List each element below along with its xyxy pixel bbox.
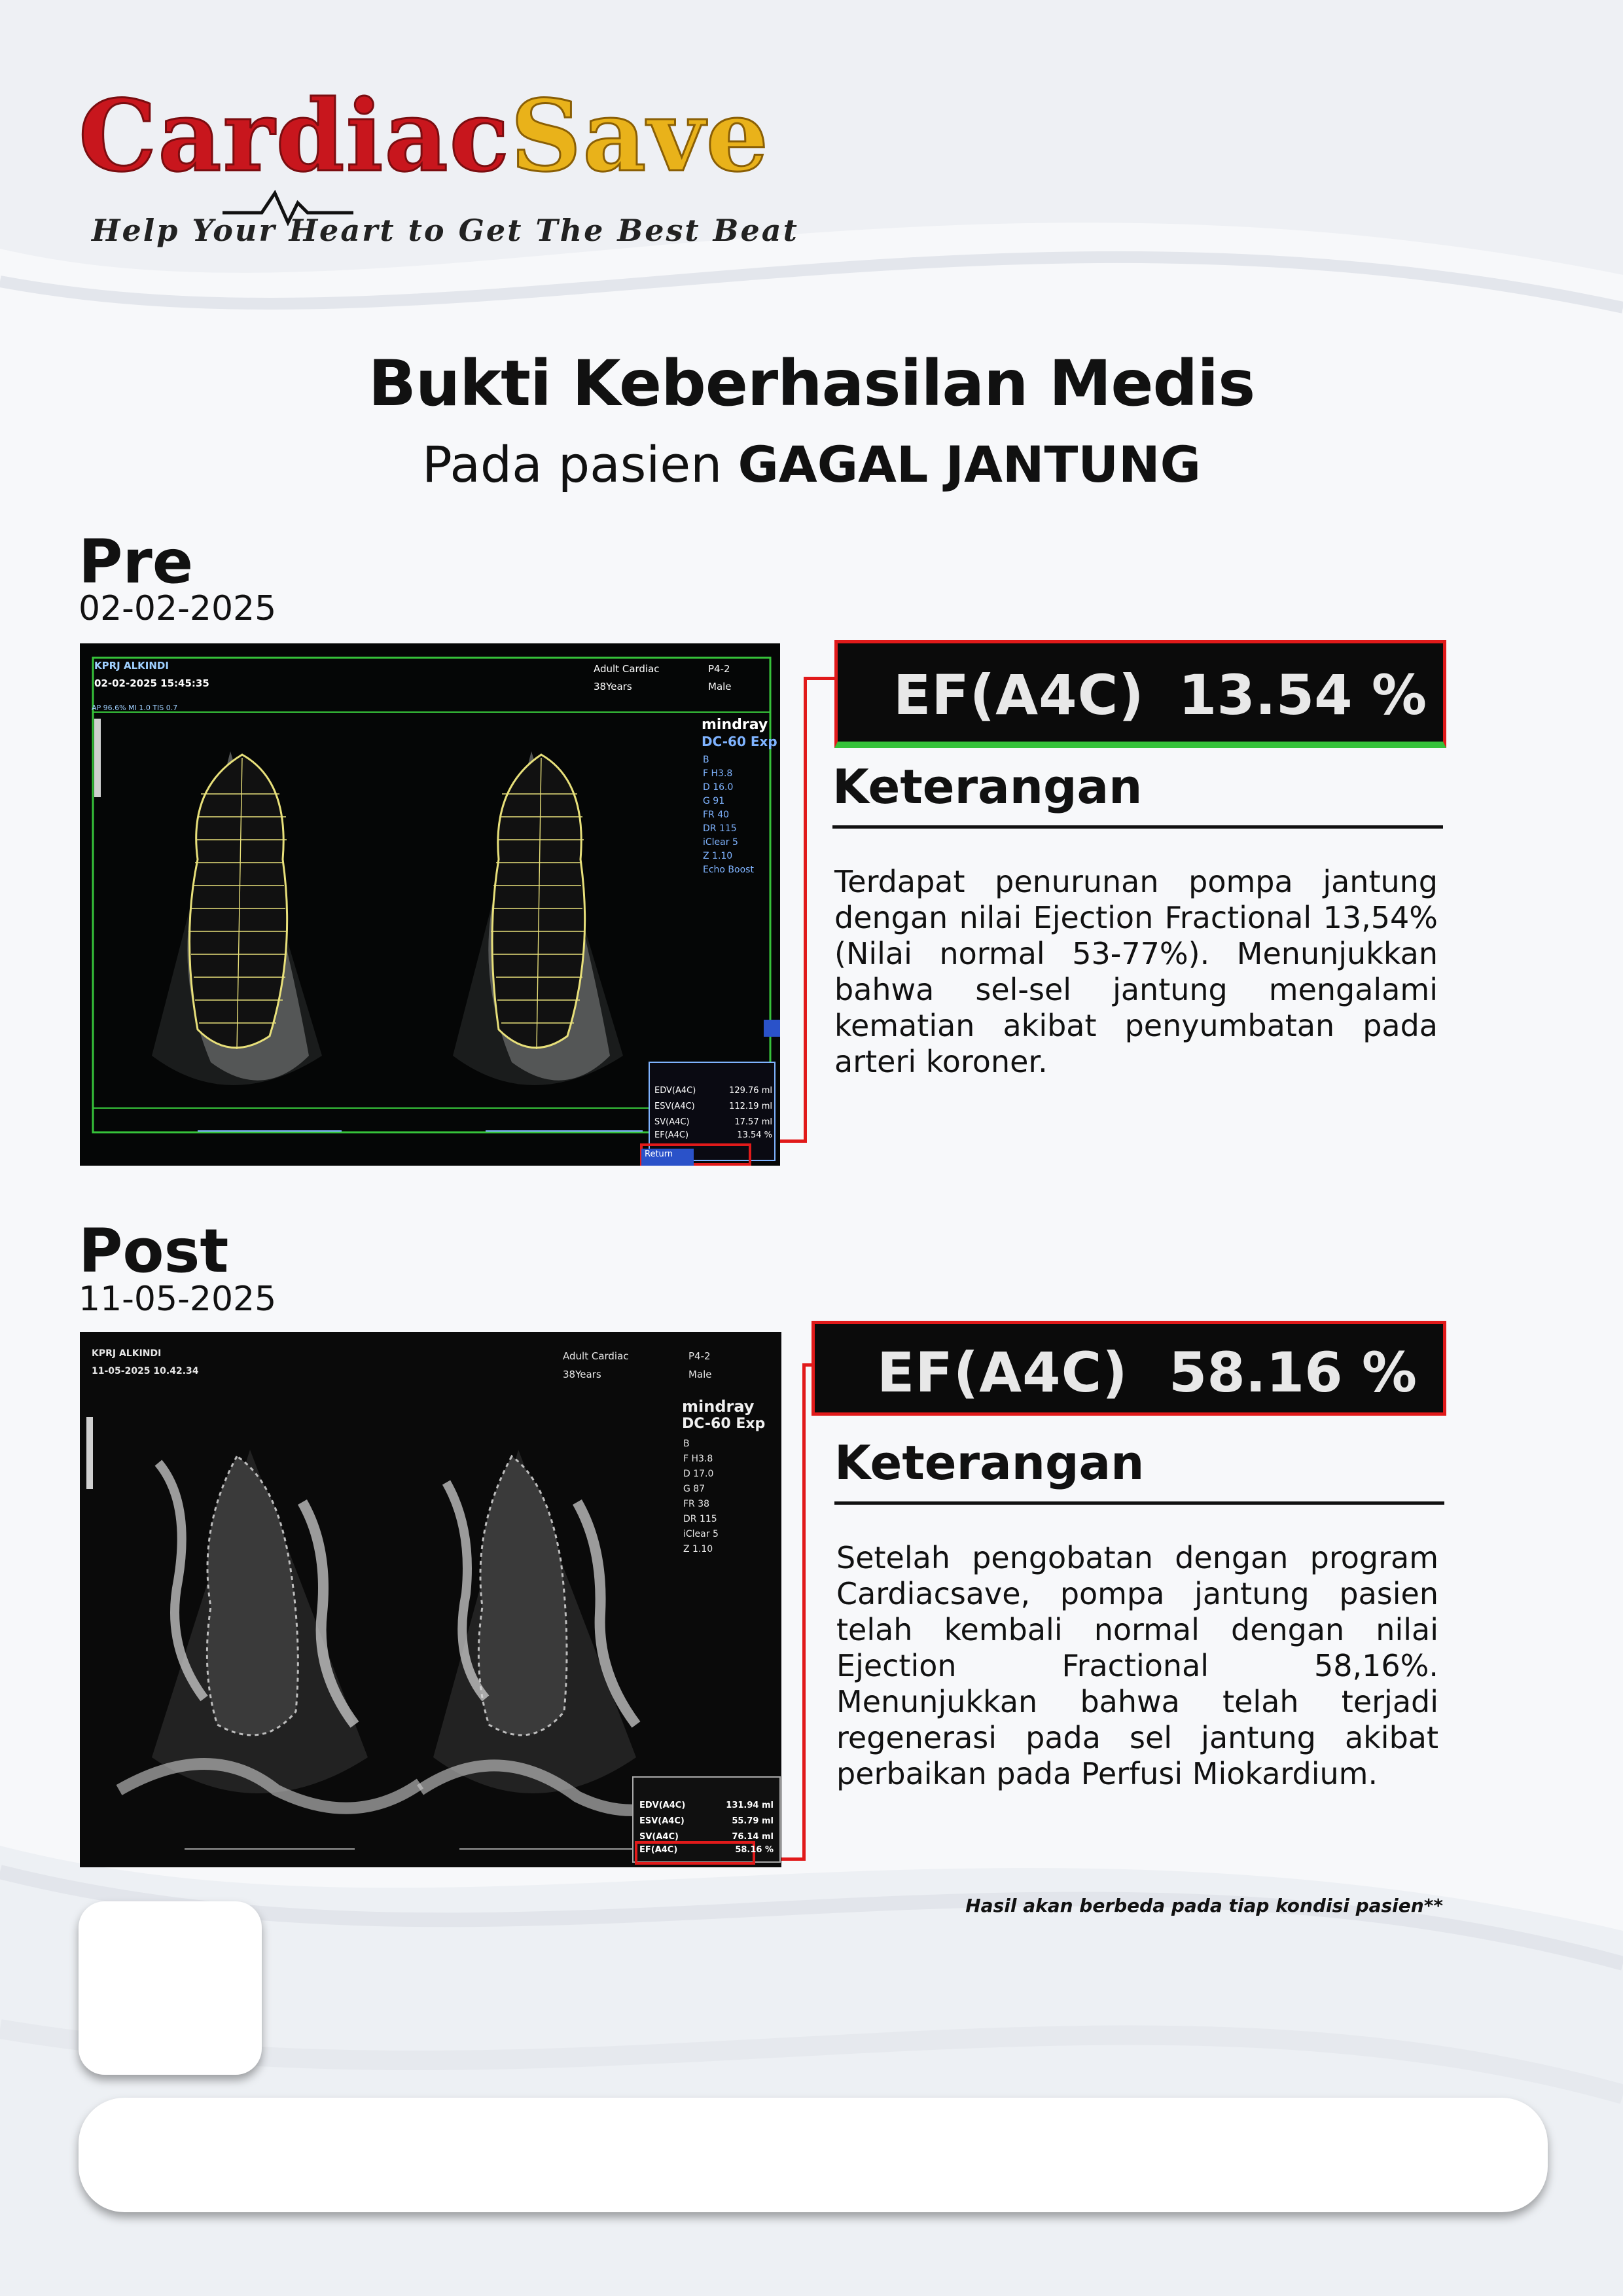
setting: DR 115 bbox=[703, 823, 737, 834]
pre-echo-image bbox=[80, 643, 780, 1166]
setting: Z 1.10 bbox=[683, 1544, 713, 1554]
measurement-name: EF(A4C) bbox=[654, 1130, 689, 1140]
logo-tagline: Help Your Heart to Get The Best Beat bbox=[92, 213, 799, 248]
pre-ef-label: EF(A4C) bbox=[893, 663, 1145, 727]
page-title: Bukti Keberhasilan Medis bbox=[368, 347, 1255, 420]
pre-ef-value: 13.54 % bbox=[1178, 663, 1427, 727]
post-keterangan-title: Keterangan bbox=[834, 1435, 1145, 1490]
setting: DR 115 bbox=[683, 1514, 717, 1524]
measurement-name: SV(A4C) bbox=[654, 1117, 690, 1127]
post-keterangan-divider bbox=[834, 1501, 1444, 1505]
measurement-value: 17.57 ml bbox=[734, 1117, 772, 1127]
setting: Echo Boost bbox=[703, 865, 754, 875]
post-screen-settings bbox=[683, 1437, 719, 1557]
measurement-row bbox=[639, 1829, 774, 1842]
measurement-row bbox=[654, 1083, 772, 1099]
post-screen-datetime: 11-05-2025 10.42.34 bbox=[92, 1366, 199, 1376]
pre-screen-hospital: KPRJ ALKINDI bbox=[94, 660, 169, 672]
post-ef-value: 58.16 % bbox=[1168, 1340, 1417, 1405]
setting: FR 40 bbox=[703, 810, 730, 820]
measurement-row bbox=[654, 1099, 772, 1115]
pre-screen-sex: Male bbox=[708, 681, 732, 692]
brand-logo bbox=[72, 72, 799, 262]
logo-cardiac: Cardiac bbox=[79, 79, 510, 194]
setting: F H3.8 bbox=[683, 1454, 713, 1464]
pre-screen-params: AP 96.6% MI 1.0 TIS 0.7 bbox=[92, 704, 178, 712]
measurement-row bbox=[639, 1798, 774, 1814]
setting: D 16.0 bbox=[703, 782, 734, 793]
measurement-value: 131.94 ml bbox=[726, 1801, 774, 1810]
pre-screen-settings bbox=[703, 753, 754, 877]
post-screen-mode: Adult Cardiac bbox=[563, 1350, 629, 1362]
subtitle-prefix: Pada pasien bbox=[421, 435, 738, 493]
pre-connector-v bbox=[804, 677, 807, 1143]
post-connector-h bbox=[781, 1857, 805, 1861]
measurement-name: ESV(A4C) bbox=[639, 1816, 685, 1826]
setting: FR 38 bbox=[683, 1499, 710, 1509]
measurement-row bbox=[654, 1115, 772, 1128]
measurement-value: 13.54 % bbox=[737, 1130, 772, 1140]
post-screen-sex: Male bbox=[688, 1369, 712, 1380]
pre-ef-highlight bbox=[834, 640, 1446, 748]
setting: Z 1.10 bbox=[703, 851, 733, 861]
post-ef-label: EF(A4C) bbox=[877, 1340, 1128, 1405]
setting: B bbox=[683, 1439, 690, 1449]
post-connector-v bbox=[802, 1363, 806, 1861]
measurement-row bbox=[639, 1814, 774, 1829]
setting: D 17.0 bbox=[683, 1469, 714, 1479]
measurement-row bbox=[639, 1842, 774, 1858]
post-ef-highlight bbox=[812, 1321, 1446, 1416]
setting: G 91 bbox=[703, 796, 725, 806]
post-date: 11-05-2025 bbox=[79, 1280, 277, 1319]
post-screen-model: DC-60 Exp bbox=[682, 1416, 766, 1432]
measurement-name: EF(A4C) bbox=[639, 1845, 678, 1855]
measurement-value: 129.76 ml bbox=[729, 1086, 772, 1096]
post-label: Post bbox=[79, 1216, 229, 1286]
measurement-row bbox=[654, 1128, 772, 1143]
setting: G 87 bbox=[683, 1484, 705, 1494]
post-echo-image bbox=[80, 1332, 781, 1867]
setting: F H3.8 bbox=[703, 768, 733, 779]
measurement-value: 76.14 ml bbox=[732, 1832, 774, 1842]
pre-screen-age: 38Years bbox=[594, 681, 632, 692]
pre-screen-brand: mindray bbox=[702, 717, 768, 733]
measurement-value: 112.19 ml bbox=[729, 1102, 772, 1111]
post-screen-probe: P4-2 bbox=[688, 1350, 711, 1362]
pre-measurements bbox=[654, 1083, 772, 1143]
post-screen-hospital: KPRJ ALKINDI bbox=[92, 1348, 162, 1359]
pre-connector-h bbox=[780, 1139, 806, 1143]
setting: iClear 5 bbox=[683, 1529, 719, 1539]
logo-save: Save bbox=[510, 79, 770, 194]
footer-card-small bbox=[79, 1901, 262, 2075]
pre-screen-model: DC-60 Exp bbox=[702, 734, 777, 749]
pre-screen-datetime: 02-02-2025 15:45:35 bbox=[94, 677, 209, 689]
post-keterangan-text: Setelah pengobatan dengan program Cardiacsave, pompa jantung pasien telah kembali normal dengan nilai Ejection Fractional 58,16%. Menunjukkan bahwa telah terjadi regenerasi pada sel jantung akibat perbaikan pada Perfusi Miokardium. bbox=[836, 1540, 1438, 1791]
setting: iClear 5 bbox=[703, 837, 738, 848]
footer-card-wide bbox=[79, 2098, 1548, 2212]
pre-date: 02-02-2025 bbox=[79, 589, 277, 628]
measurement-name: ESV(A4C) bbox=[654, 1102, 695, 1111]
pre-screen-probe: P4-2 bbox=[708, 663, 730, 675]
post-screen-brand: mindray bbox=[682, 1397, 755, 1416]
measurement-name: EDV(A4C) bbox=[654, 1086, 696, 1096]
pre-keterangan-text: Terdapat penurunan pompa jantung dengan nilai Ejection Fractional 13,54% (Nilai normal 53-77%). Menunjukkan bahwa sel-sel jantung mengalami kematian akibat penyumbatan pada arteri koroner. bbox=[834, 864, 1438, 1079]
pre-connector-top bbox=[804, 677, 835, 680]
pre-screen-mode: Adult Cardiac bbox=[594, 663, 660, 675]
measurement-name: SV(A4C) bbox=[639, 1832, 679, 1842]
measurement-name: EDV(A4C) bbox=[639, 1801, 686, 1810]
post-screen-age: 38Years bbox=[563, 1369, 601, 1380]
pre-keterangan-title: Keterangan bbox=[832, 759, 1143, 814]
pre-keterangan-divider bbox=[832, 825, 1443, 829]
measurement-value: 55.79 ml bbox=[732, 1816, 774, 1826]
page-subtitle bbox=[0, 435, 1623, 493]
post-measurements bbox=[639, 1798, 774, 1858]
pre-return-button: Return bbox=[645, 1149, 673, 1159]
pre-label: Pre bbox=[79, 527, 194, 597]
subtitle-bold: GAGAL JANTUNG bbox=[738, 435, 1202, 493]
measurement-value: 58.16 % bbox=[735, 1845, 774, 1855]
setting: B bbox=[703, 755, 709, 765]
disclaimer-note: Hasil akan berbeda pada tiap kondisi pasien** bbox=[965, 1895, 1443, 1916]
